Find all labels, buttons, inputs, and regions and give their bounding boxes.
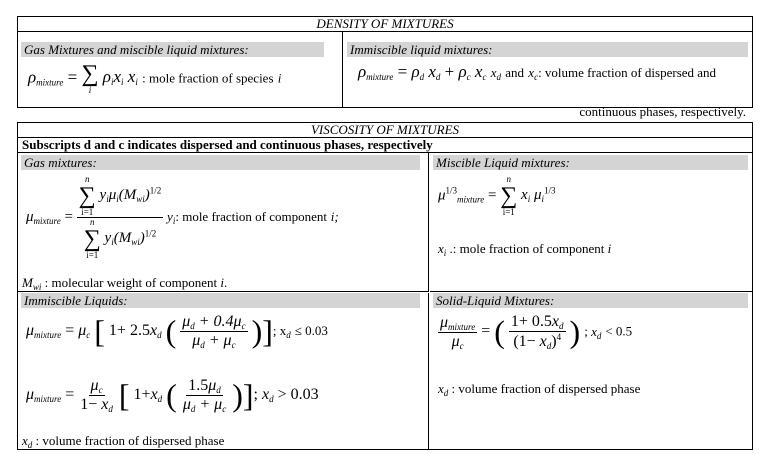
viscosity-table — [17, 122, 753, 450]
viscosity-immiscible-note-row: $x_d$ : volume fraction of dispersed phase — [22, 433, 225, 450]
viscosity-solid-cell — [430, 293, 752, 449]
density-immiscible-note-2: continuous phases, respectively. — [579, 104, 746, 119]
density-immiscible-cell — [344, 32, 752, 119]
viscosity-miscible-label: Miscible Liquid mixtures: — [433, 155, 748, 170]
density-gas-cell — [18, 32, 343, 107]
viscosity-immiscible-cond-1: ; x — [272, 323, 287, 339]
viscosity-solid-formula: $\frac{\mu_{mixture}}{\mu_c}$ = ( $\frac{1+ 0.5x_d}{(1- x_d)^4}$ ) ; $x_d < 0.5$ — [440, 313, 633, 351]
viscosity-miscible-formula: $\mu^{1/3}_{mixture}$ = n ∑ i=1 $x_i$ $\mu_i^{1/3}$ — [438, 174, 556, 217]
density-title: DENSITY OF MIXTURES — [18, 17, 752, 32]
viscosity-gas-note: : mole fraction of component — [175, 208, 327, 224]
density-gas-formula: $\rho_{mixture}$ = ∑ i $\rho_ix_i$ $x_i$ : mole fraction of species i — [28, 61, 282, 95]
viscosity-subscripts-note: Subscripts d and c indicates dispersed and continuous phases, respectively — [18, 138, 752, 153]
density-immiscible-and: and — [505, 65, 525, 80]
viscosity-gas-label: Gas mixtures: — [21, 155, 420, 170]
density-immiscible-label: Immiscible liquid mixtures: — [347, 42, 748, 57]
density-gas-label: Gas Mixtures and miscible liquid mixtures: — [21, 42, 324, 57]
viscosity-title: VISCOSITY OF MIXTURES — [18, 123, 752, 138]
viscosity-solid-label: Solid-Liquid Mixtures: — [433, 293, 748, 308]
viscosity-immiscible-formula-1: $\mu_{mixture} = \mu_c$ [ $1+ 2.5x_d$ ( $\frac{\mu_d + 0.4\mu_c}{\mu_d + \mu_c}$ )]; $x_d \le 0.03$ — [26, 313, 328, 350]
viscosity-gas-mw-row: $M_{wi}$ : molecular weight of component i. — [22, 275, 228, 292]
viscosity-solid-note-row: $x_d$ : volume fraction of dispersed phase — [438, 381, 641, 398]
density-immiscible-note: : volume fraction of dispersed and — [538, 65, 717, 80]
viscosity-immiscible-formula-2: $\mu_{mixture}$ = $\frac{\mu_c}{1- x_d}$ [ $1+x_d$ ( $\frac{1.5\mu_d}{\mu_d + \mu_c}$ )]; $x_d > 0.03$ — [26, 377, 319, 414]
viscosity-miscible-note-row: $x_i$ .: mole fraction of component i — [438, 241, 612, 258]
density-table — [17, 16, 753, 119]
viscosity-miscible-cell — [430, 153, 752, 292]
viscosity-immiscible-note: : volume fraction of dispersed phase — [35, 433, 225, 448]
viscosity-gas-formula: $\mu_{mixture}$ = n ∑ i=1 $y_i\mu_i(M_{wi})^{1/2}$ n ∑ i=1 $y_i(M_{wi})^{1/2}$ $y_i$: mole fraction of component i; — [26, 174, 339, 260]
viscosity-immiscible-cell — [18, 293, 429, 449]
viscosity-immiscible-cond-2: > 0.03 — [277, 386, 319, 404]
viscosity-immiscible-label: Immiscible Liquids: — [21, 293, 420, 308]
density-gas-note: : mole fraction of species — [142, 70, 274, 86]
viscosity-gas-mw-note: : molecular weight of component — [44, 275, 218, 290]
viscosity-solid-note: : volume fraction of dispersed phase — [451, 381, 641, 396]
viscosity-immiscible-cond-1b: ≤ 0.03 — [294, 323, 328, 339]
viscosity-gas-cell — [18, 153, 429, 292]
density-immiscible-formula: $\rho_{mixture} = \rho_d$ $x_d + \rho_c$ $x_c$ $x_d$ and $x_c$: volume fraction of dispersed and — [358, 62, 717, 82]
viscosity-solid-cond: < 0.5 — [605, 323, 633, 339]
viscosity-miscible-note: .: mole fraction of component — [449, 241, 605, 256]
